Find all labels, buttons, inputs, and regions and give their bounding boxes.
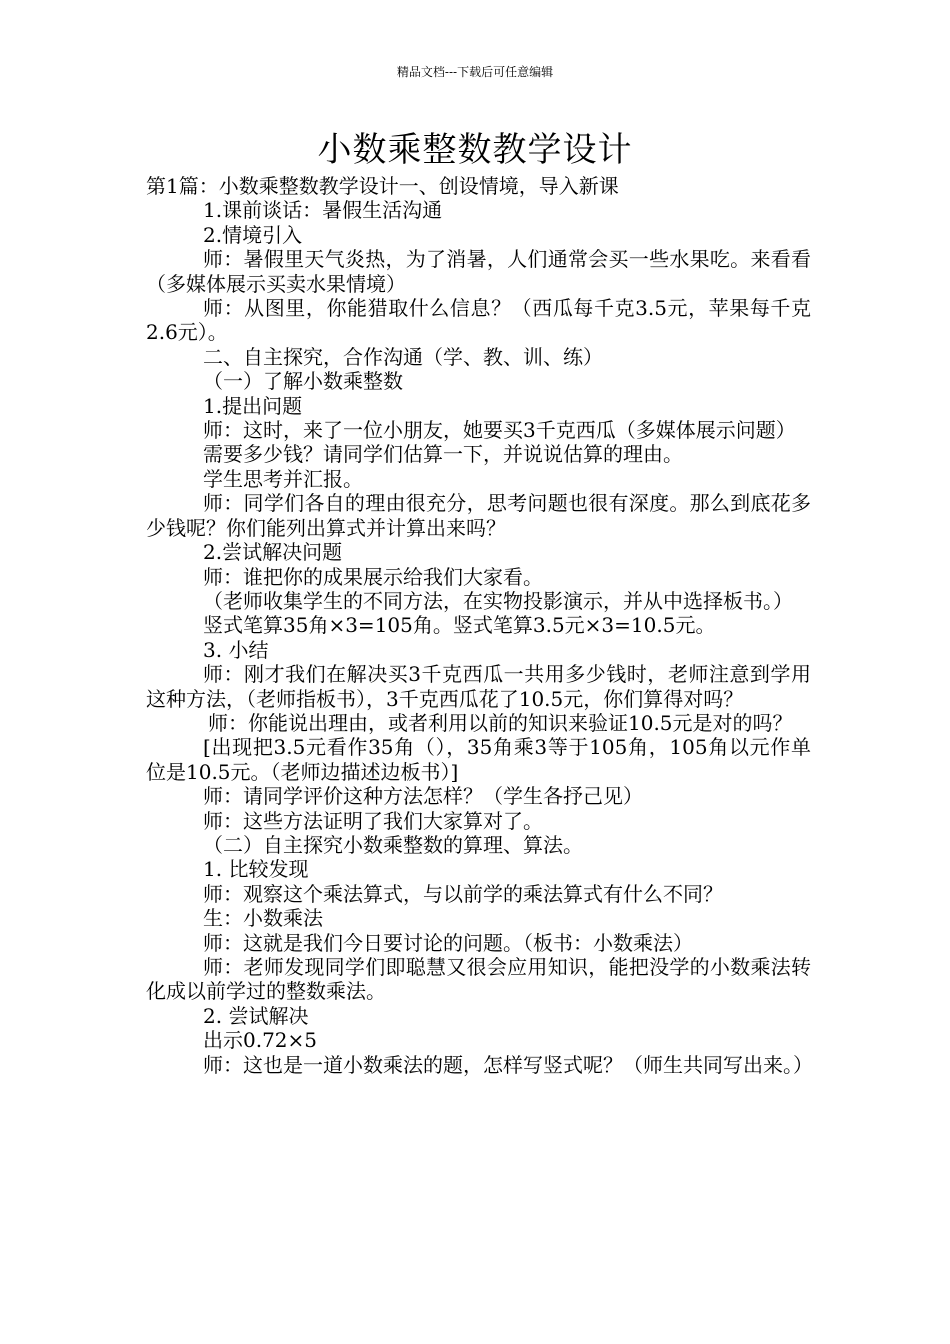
paragraph: 需要多少钱？请同学们估算一下，并说说估算的理由。 <box>203 442 683 467</box>
paragraph: 生：小数乘法 <box>203 906 323 931</box>
paragraph: 师：你能说出理由，或者利用以前的知识来验证10.5元是对的吗？ <box>208 710 793 735</box>
paragraph: （一）了解小数乘整数 <box>203 369 403 394</box>
paragraph: 学生思考并汇报。 <box>203 466 363 491</box>
paragraph: 竖式笔算35角×3=105角。竖式笔算3.5元×3=10.5元。 <box>203 613 716 638</box>
paragraph: 师：老师发现同学们即聪慧又很会应用知识，能把没学的小数乘法转化成以前学过的整数乘法。 <box>146 955 811 1004</box>
paragraph: 2.尝试解决问题 <box>203 540 343 565</box>
paragraph: 二、自主探究，合作沟通（学、教、训、练） <box>203 344 603 369</box>
paragraph: [出现把3.5元看作35角（），35角乘3等于105角，105角以元作单位是10.5元。（老师边描述边板书）] <box>146 735 811 784</box>
paragraph: 1.提出问题 <box>203 393 303 418</box>
paragraph: （老师收集学生的不同方法，在实物投影演示，并从中选择板书。） <box>203 588 793 613</box>
document-title: 小数乘整数教学设计 <box>317 130 633 170</box>
paragraph: 1. 比较发现 <box>203 857 309 882</box>
paragraph: 师：观察这个乘法算式，与以前学的乘法算式有什么不同？ <box>203 881 723 906</box>
paragraph: 师：刚才我们在解决买3千克西瓜一共用多少钱时，老师注意到学用这种方法，（老师指板书），3千克西瓜花了10.5元，你们算得对吗？ <box>146 662 811 711</box>
paragraph: 出示0.72×5 <box>203 1028 318 1053</box>
paragraph: 师：从图里，你能猎取什么信息？（西瓜每千克3.5元，苹果每千克2.6元）。 <box>146 296 811 345</box>
paragraph: 师：暑假里天气炎热，为了消暑，人们通常会买一些水果吃。来看看（多媒体展示买卖水果情境） <box>146 247 811 296</box>
document-body <box>146 174 811 1077</box>
paragraph: 师：同学们各自的理由很充分，思考问题也很有深度。那么到底花多少钱呢？你们能列出算式并计算出来吗？ <box>146 491 811 540</box>
page-header: 精品文档---下载后可任意编辑 <box>396 65 554 79</box>
paragraph: 师：请同学评价这种方法怎样？（学生各抒己见） <box>203 784 643 809</box>
paragraph: 3. 小结 <box>203 637 269 662</box>
paragraph: 师：这也是一道小数乘法的题，怎样写竖式呢？（师生共同写出来。） <box>203 1052 813 1077</box>
paragraph: 师：这些方法证明了我们大家算对了。 <box>203 808 543 833</box>
paragraph: 1.课前谈话：暑假生活沟通 <box>203 198 443 223</box>
paragraph: 第1篇：小数乘整数教学设计一、创设情境，导入新课 <box>146 174 619 198</box>
paragraph: 师：这就是我们今日要讨论的问题。（板书：小数乘法） <box>203 930 693 955</box>
paragraph: 师：谁把你的成果展示给我们大家看。 <box>203 564 543 589</box>
paragraph: 2. 尝试解决 <box>203 1003 309 1028</box>
paragraph: （二）自主探究小数乘整数的算理、算法。 <box>203 832 583 857</box>
paragraph: 2.情境引入 <box>203 222 303 247</box>
paragraph: 师：这时，来了一位小朋友，她要买3千克西瓜（多媒体展示问题） <box>203 418 796 443</box>
